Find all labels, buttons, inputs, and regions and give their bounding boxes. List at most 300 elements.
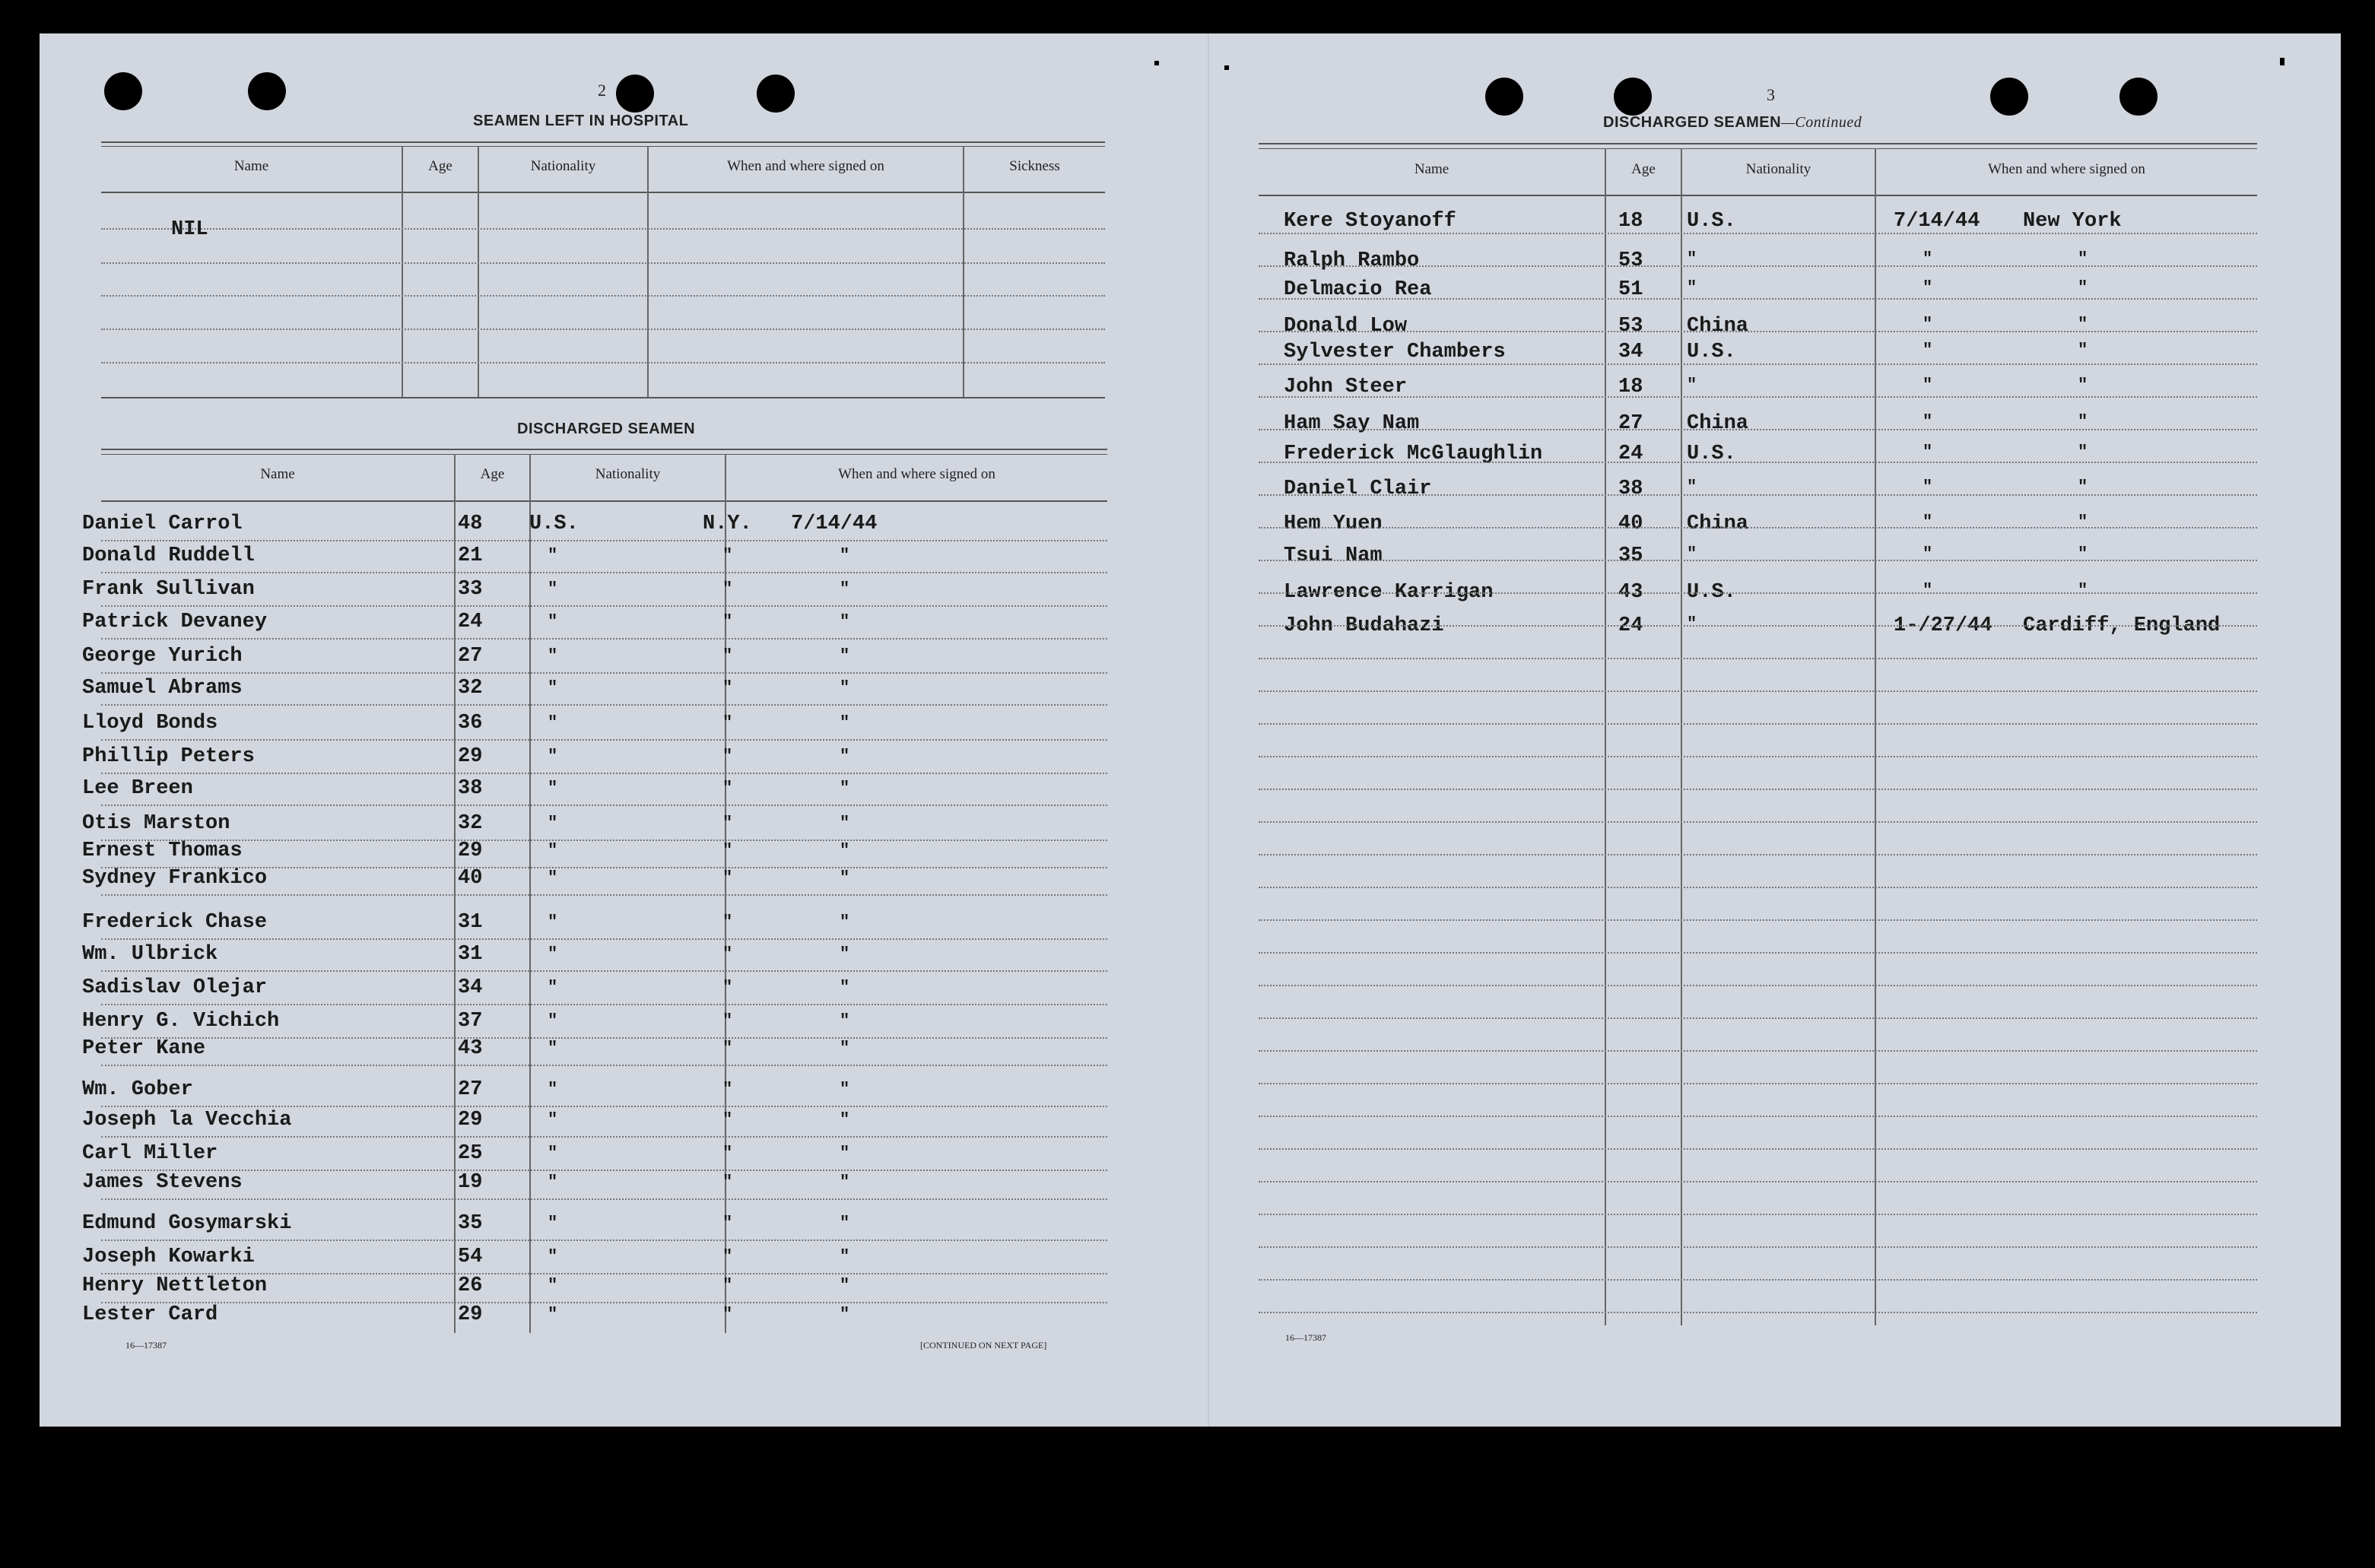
entry-line [1259,1214,2257,1215]
entry-line [101,894,1107,896]
seaman-age: 27 [458,645,483,668]
column-divider [402,146,403,397]
seaman-age: 48 [458,513,483,535]
seaman-age: 35 [1618,544,1643,567]
ditto-mark: " [840,1011,850,1030]
ditto-mark: " [840,678,850,697]
seaman-name: Sylvester Chambers [1284,341,1506,363]
entry-line [101,938,1107,940]
seaman-name: Ralph Rambo [1284,249,1420,272]
ditto-mark: " [840,747,850,766]
ditto-mark: " [722,779,733,798]
signed-on-date: 7/14/44 [1894,210,1980,233]
seaman-age: 40 [1618,513,1643,535]
column-header-age: Age [480,466,505,482]
entry-line [101,1239,1107,1241]
entry-line [1259,887,2257,888]
seaman-name: Joseph la Vecchia [82,1109,292,1132]
signed-on-date: 7/14/44 [791,513,878,535]
seaman-age: 36 [458,712,483,735]
seaman-name: Frederick McGlaughlin [1284,443,1543,465]
seaman-nationality: China [1687,513,1749,535]
entry-line [101,672,1107,674]
entry-line [1259,265,2257,267]
entry-line [1259,821,2257,823]
seaman-age: 34 [458,976,483,999]
entry-line [101,805,1107,806]
entry-line [1259,363,2257,365]
seaman-age: 27 [458,1078,483,1101]
seaman-age: 40 [458,867,483,890]
table-rule [1259,143,2257,144]
ditto-mark: " [840,1144,850,1163]
ditto-mark: " [840,814,850,833]
ditto-mark: " [840,646,850,665]
entry-line [101,572,1107,573]
staple-mark [1154,61,1159,65]
entry-line [101,1198,1107,1200]
seaman-nationality: " [1687,478,1697,497]
ditto-mark: " [722,1039,733,1058]
ditto-mark: " [722,1173,733,1192]
seaman-name: Frederick Chase [82,911,268,934]
seaman-name: John Budahazi [1284,614,1444,637]
form-number: 16—17387 [125,1340,167,1351]
ditto-mark: " [722,747,733,766]
seaman-age: 21 [458,544,483,567]
seaman-name: George Yurich [82,645,243,668]
ditto-mark: " [840,1276,850,1295]
seaman-name: Samuel Abrams [82,677,243,700]
seaman-age: 53 [1618,315,1643,338]
section-title: DISCHARGED SEAMEN [1603,114,1782,131]
page-number: 3 [1767,85,1775,104]
ditto-mark: " [722,1080,733,1099]
page-spine [1208,33,1209,1427]
ditto-mark: " [548,546,558,565]
column-header-signed-on: When and where signed on [727,158,884,174]
entry-line [101,840,1107,841]
seaman-nationality: U.S. [529,513,579,535]
entry-line [101,329,1105,330]
ditto-mark: " [548,646,558,665]
entry-line [101,704,1107,706]
ditto-mark: " [722,678,733,697]
seaman-age: 18 [1618,210,1643,233]
column-divider [647,146,649,397]
table-rule [101,397,1105,398]
document-sheet [40,33,2341,1427]
ditto-mark: " [722,1110,733,1129]
seaman-name: John Steer [1284,376,1408,398]
ditto-mark: " [548,678,558,697]
signed-on-place: " [2078,513,2088,532]
ditto-mark: " [548,841,558,860]
seaman-nationality: U.S. [1687,210,1736,233]
seaman-age: 24 [1618,614,1643,637]
seaman-age: 54 [458,1246,483,1268]
signed-on-date: 1-/27/44 [1894,614,1992,637]
ditto-mark: " [548,944,558,963]
seaman-name: Donald Ruddell [82,544,255,567]
entry-line [1259,1083,2257,1084]
seaman-name: Otis Marston [82,812,230,835]
ditto-mark: " [840,868,850,887]
ditto-mark: " [722,579,733,598]
column-header-age: Age [1631,161,1656,177]
ditto-mark: " [840,1039,850,1058]
ditto-mark: " [840,779,850,798]
entry-line [1259,952,2257,954]
seaman-age: 27 [1618,412,1643,435]
ditto-mark: " [840,612,850,631]
table-rule [1259,148,2257,149]
signed-on-place: New York [2023,210,2122,233]
ditto-mark: " [840,944,850,963]
entry-line [1259,1312,2257,1313]
seaman-name: Tsui Nam [1284,544,1383,567]
ditto-mark: " [548,868,558,887]
seaman-age: 33 [458,578,483,601]
ditto-mark: " [722,841,733,860]
ditto-mark: " [722,913,733,932]
seaman-name: Donald Low [1284,315,1408,338]
seaman-nationality: China [1687,412,1749,435]
discharged-section-title: DISCHARGED SEAMEN [517,421,696,437]
signed-on-place: " [2078,376,2088,395]
entry-line [1259,854,2257,855]
entry-line [1259,429,2257,430]
entry-line [1259,1050,2257,1052]
column-divider [963,146,964,397]
signed-on-place: " [2078,315,2088,334]
seaman-age: 29 [458,1109,483,1132]
column-divider [478,146,479,397]
entry-line [1259,985,2257,986]
seaman-name: Daniel Clair [1284,478,1432,500]
entry-line [101,262,1105,264]
column-header-signed-on: When and where signed on [1988,161,2145,177]
seaman-nationality: U.S. [1687,443,1736,465]
ditto-mark: " [548,978,558,997]
seaman-age: 38 [458,777,483,800]
discharged-continued-title [1603,114,1862,132]
seaman-nationality: " [1687,278,1697,297]
entry-line [1259,396,2257,398]
ditto-mark: " [722,646,733,665]
seaman-nationality: U.S. [1687,581,1736,604]
ditto-mark: " [722,546,733,565]
table-rule [101,454,1107,455]
seaman-age: 38 [1618,478,1643,500]
ditto-mark: " [548,1110,558,1129]
entry-line [101,605,1107,607]
seaman-age: 31 [458,911,483,934]
ditto-mark: " [548,1039,558,1058]
entry-line [1259,527,2257,528]
signed-on-place: " [2078,443,2088,462]
column-header-name: Name [233,158,269,174]
punch-hole [248,72,286,110]
table-rule [101,192,1105,193]
seaman-name: Lester Card [82,1303,218,1326]
ditto-mark: " [840,841,850,860]
entry-line [1259,919,2257,921]
ditto-mark: " [840,1173,850,1192]
entry-line [1259,1181,2257,1182]
entry-line [101,1136,1107,1138]
signed-on-date: " [1923,478,1933,497]
signed-on-place: " [2078,278,2088,297]
entry-line [1259,298,2257,300]
ditto-mark: " [548,1173,558,1192]
column-header-nationality: Nationality [595,466,661,482]
punch-hole [1614,78,1652,116]
seaman-name: Frank Sullivan [82,578,255,601]
seaman-name: Lee Breen [82,777,193,800]
seaman-age: 29 [458,745,483,768]
ditto-mark: " [722,868,733,887]
ditto-mark: " [840,713,850,732]
table-rule [101,146,1105,147]
seaman-age: 24 [1618,443,1643,465]
entry-line [101,638,1107,640]
column-header-signed-on: When and where signed on [838,466,995,482]
signed-on-date: " [1923,315,1933,334]
ditto-mark: " [548,1276,558,1295]
seaman-name: Peter Kane [82,1037,206,1060]
entry-line [101,362,1105,363]
ditto-mark: " [548,814,558,833]
entry-line [1259,625,2257,627]
seaman-age: 24 [458,611,483,633]
entry-line [101,739,1107,741]
ditto-mark: " [722,1011,733,1030]
seaman-name: James Stevens [82,1171,243,1194]
entry-line [1259,462,2257,463]
ditto-mark: " [840,1110,850,1129]
seaman-age: 25 [458,1142,483,1165]
seaman-name: Kere Stoyanoff [1284,210,1456,233]
punch-hole [757,75,795,113]
ditto-mark: " [548,713,558,732]
ditto-mark: " [548,747,558,766]
seaman-age: 32 [458,812,483,835]
entry-line [1259,756,2257,757]
column-divider [529,454,531,1333]
column-header-nationality: Nationality [530,158,596,174]
seaman-name: Ham Say Nam [1284,412,1420,435]
table-rule [101,449,1107,450]
ditto-mark: " [722,612,733,631]
seaman-name: Lloyd Bonds [82,712,218,735]
seaman-name: Sydney Frankico [82,867,268,890]
seaman-name: Phillip Peters [82,745,255,768]
ditto-mark: " [840,1305,850,1324]
seaman-name: Lawrence Karrigan [1284,581,1494,604]
signed-on-place: N.Y. [703,513,752,535]
seaman-name: Joseph Kowarki [82,1246,255,1268]
ditto-mark: " [548,1305,558,1324]
seaman-age: 43 [458,1037,483,1060]
entry-line [1259,1148,2257,1150]
entry-line [1259,789,2257,790]
table-rule [101,500,1107,502]
seaman-age: 29 [458,840,483,862]
staple-mark [2280,58,2285,65]
entry-line [101,228,1105,230]
entry-line [101,295,1105,297]
seaman-name: Hem Yuen [1284,513,1383,535]
entry-line [1259,1246,2257,1248]
continued-suffix: —Continued [1781,114,1862,131]
punch-hole [104,72,142,110]
entry-line [1259,723,2257,725]
continued-note: [CONTINUED ON NEXT PAGE] [920,1340,1047,1351]
seaman-name: Delmacio Rea [1284,278,1432,301]
ditto-mark: " [840,546,850,565]
ditto-mark: " [722,1276,733,1295]
ditto-mark: " [722,713,733,732]
signed-on-date: " [1923,581,1933,600]
ditto-mark: " [840,579,850,598]
column-header-sickness: Sickness [1009,158,1060,174]
seaman-nationality: " [1687,614,1697,633]
seaman-age: 53 [1618,249,1643,272]
entry-line [1259,1279,2257,1281]
ditto-mark: " [548,1080,558,1099]
ditto-mark: " [548,579,558,598]
signed-on-date: " [1923,544,1933,563]
entry-line [1259,233,2257,234]
entry-line [101,1170,1107,1171]
entry-line [1259,1116,2257,1117]
seaman-age: 35 [458,1212,483,1235]
seaman-age: 29 [458,1303,483,1326]
seaman-name: Wm. Ulbrick [82,943,218,966]
ditto-mark: " [548,1144,558,1163]
seaman-nationality: " [1687,544,1697,563]
seaman-name: Daniel Carrol [82,513,243,535]
entry-line [101,1065,1107,1066]
entry-line [101,773,1107,774]
ditto-mark: " [722,1144,733,1163]
entry-line [1259,592,2257,594]
signed-on-place: " [2078,249,2088,268]
punch-hole [2119,78,2158,116]
seaman-name: Carl Miller [82,1142,218,1165]
signed-on-place: " [2078,478,2088,497]
entry-line [1259,331,2257,332]
signed-on-date: " [1923,513,1933,532]
table-rule [101,141,1105,143]
ditto-mark: " [840,1214,850,1233]
ditto-mark: " [840,1080,850,1099]
column-header-name: Name [260,466,295,482]
form-number: 16—17387 [1285,1332,1326,1343]
ditto-mark: " [840,978,850,997]
seaman-nationality: " [1687,376,1697,395]
entry-line [101,970,1107,972]
punch-hole [1990,78,2028,116]
punch-hole [616,75,654,113]
entry-line [101,1004,1107,1005]
entry-line [1259,494,2257,496]
seaman-name: Patrick Devaney [82,611,268,633]
hospital-entry: NIL [171,218,208,241]
signed-on-date: " [1923,278,1933,297]
seaman-age: 26 [458,1274,483,1297]
signed-on-date: " [1923,341,1933,360]
signed-on-place: " [2078,412,2088,431]
seaman-nationality: " [1687,249,1697,268]
hospital-section-title: SEAMEN LEFT IN HOSPITAL [473,113,689,129]
entry-line [1259,658,2257,659]
seaman-name: Henry Nettleton [82,1274,268,1297]
seaman-age: 43 [1618,581,1643,604]
seaman-name: Henry G. Vichich [82,1010,280,1033]
entry-line [101,540,1107,541]
seaman-age: 18 [1618,376,1643,398]
signed-on-place: " [2078,341,2088,360]
signed-on-date: " [1923,412,1933,431]
punch-hole [1485,78,1523,116]
seaman-name: Edmund Gosymarski [82,1212,292,1235]
seaman-name: Wm. Gober [82,1078,193,1101]
seaman-nationality: China [1687,315,1749,338]
staple-mark [1224,65,1229,70]
signed-on-date: " [1923,443,1933,462]
signed-on-place: Cardiff, England [2023,614,2221,637]
column-header-nationality: Nationality [1745,161,1811,177]
table-rule [1259,195,2257,196]
signed-on-date: " [1923,376,1933,395]
ditto-mark: " [840,913,850,932]
seaman-age: 34 [1618,341,1643,363]
ditto-mark: " [722,1214,733,1233]
page-number: 2 [598,81,606,100]
entry-line [101,1106,1107,1107]
column-header-age: Age [428,158,452,174]
seaman-name: Ernest Thomas [82,840,243,862]
entry-line [1259,1017,2257,1019]
seaman-age: 19 [458,1171,483,1194]
seaman-age: 32 [458,677,483,700]
ditto-mark: " [548,1214,558,1233]
ditto-mark: " [840,1247,850,1266]
signed-on-place: " [2078,544,2088,563]
entry-line [1259,560,2257,561]
ditto-mark: " [548,779,558,798]
ditto-mark: " [722,1247,733,1266]
entry-line [101,1302,1107,1303]
entry-line [101,1037,1107,1039]
ditto-mark: " [722,1305,733,1324]
ditto-mark: " [548,1011,558,1030]
entry-line [1259,690,2257,692]
column-header-name: Name [1414,161,1449,177]
column-divider [454,454,456,1333]
ditto-mark: " [548,1247,558,1266]
ditto-mark: " [722,814,733,833]
seaman-age: 31 [458,943,483,966]
seaman-name: Sadislav Olejar [82,976,268,999]
seaman-age: 37 [458,1010,483,1033]
ditto-mark: " [722,978,733,997]
signed-on-date: " [1923,249,1933,268]
ditto-mark: " [548,612,558,631]
ditto-mark: " [548,913,558,932]
